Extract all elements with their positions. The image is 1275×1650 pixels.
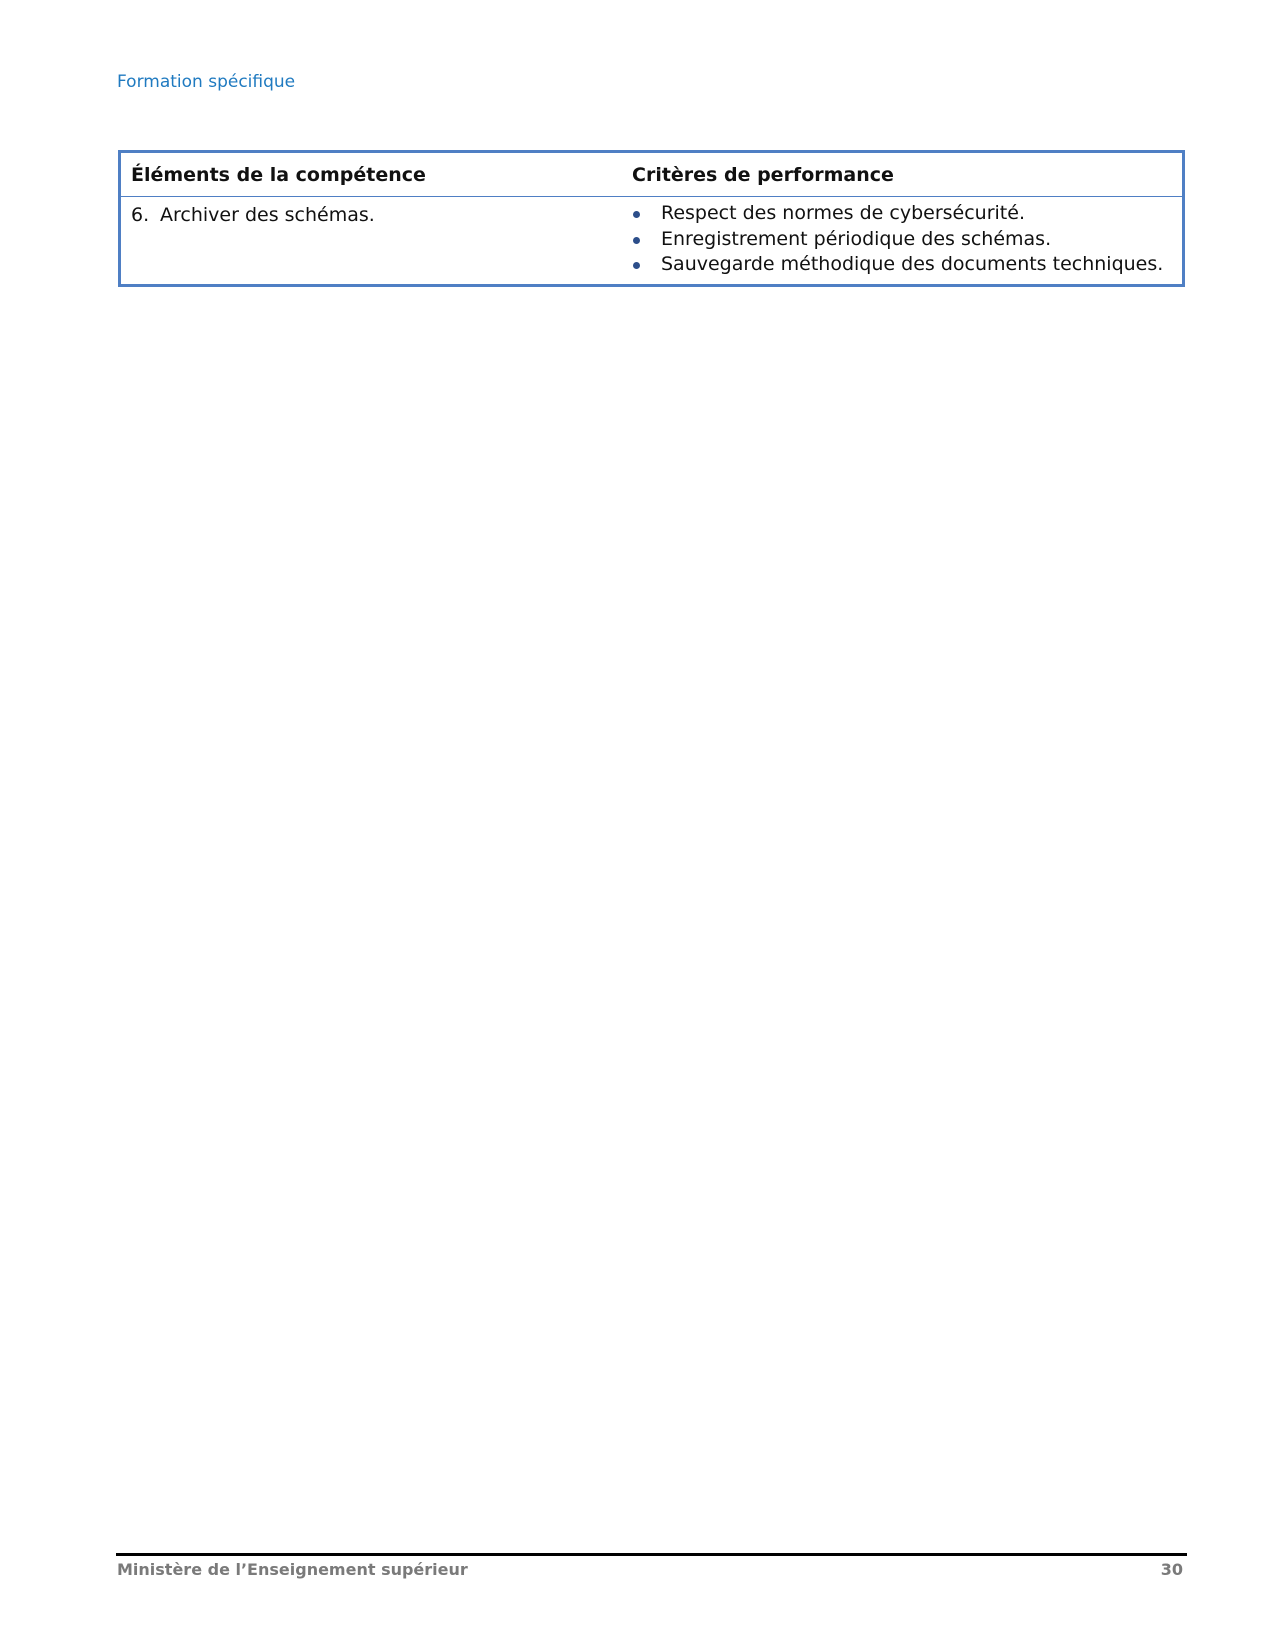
- criteria-item-text: Sauvegarde méthodique des documents techniques.: [661, 253, 1164, 275]
- element-cell: [120, 197, 633, 286]
- criteria-item-text: Respect des normes de cybersécurité.: [661, 202, 1025, 224]
- element-text: Archiver des schémas.: [160, 204, 375, 226]
- column-header-elements: Éléments de la compétence: [131, 163, 426, 186]
- competence-table: [118, 150, 1185, 287]
- table-header-row: [120, 152, 1184, 197]
- criteria-item: [632, 201, 1182, 227]
- element-number: 6.: [131, 204, 150, 226]
- criteria-list: [632, 201, 1182, 278]
- page-header-title: Formation spécifique: [117, 72, 296, 92]
- footer-divider: [116, 1553, 1187, 1556]
- page-number: 30: [1160, 1560, 1183, 1579]
- bullet-icon: [633, 237, 640, 244]
- criteria-item: [632, 227, 1182, 253]
- table-row: [120, 197, 1184, 286]
- bullet-icon: [633, 262, 640, 269]
- column-header-criteria: Critères de performance: [632, 163, 894, 186]
- criteria-item: [632, 252, 1182, 278]
- footer-ministry-label: Ministère de l’Enseignement supérieur: [117, 1560, 468, 1579]
- bullet-icon: [633, 211, 640, 218]
- criteria-cell: [632, 197, 1184, 286]
- criteria-item-text: Enregistrement périodique des schémas.: [661, 227, 1052, 250]
